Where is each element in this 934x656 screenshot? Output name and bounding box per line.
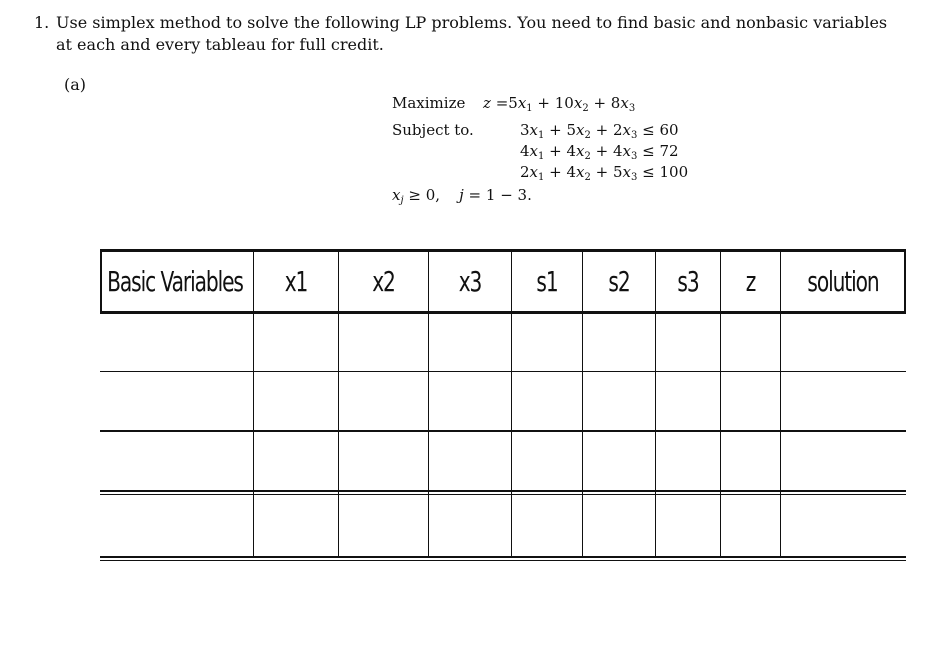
constraint-3: $2x_1 + 4x_2 + 5x_3 \le 100$: [520, 163, 689, 183]
part-label: (a): [64, 75, 87, 94]
subject-to-label: Subject to.: [392, 121, 474, 139]
constraint-2: $4x_1 + 4x_2 + 4x_3 \le 72$: [520, 142, 679, 162]
nonnegativity-constraint: $x_j \ge 0$, j = 1 − 3.: [392, 186, 532, 206]
row-divider: [100, 430, 906, 432]
row-double-divider: [100, 494, 906, 495]
header-bottom-border: [100, 311, 906, 314]
header-solution: solution: [807, 264, 879, 298]
column-separator: [720, 249, 721, 557]
header-basic-variables: Basic Variables: [107, 264, 243, 298]
column-separator: [655, 249, 656, 557]
column-separator: [582, 249, 583, 557]
header-s1: s1: [536, 264, 558, 298]
table-right-border: [904, 249, 906, 314]
table-bottom-border: [100, 556, 906, 558]
column-separator: [511, 249, 512, 557]
header-z: z: [745, 264, 756, 298]
header-s3: s3: [677, 264, 699, 298]
problem-number: 1.: [34, 13, 50, 32]
column-separator: [428, 249, 429, 557]
row-divider: [100, 371, 906, 372]
header-x2: x2: [372, 264, 395, 298]
problem-text-line-2: at each and every tableau for full credit.: [56, 35, 384, 54]
table-bottom-border: [100, 560, 906, 561]
header-x3: x3: [458, 264, 482, 298]
constraint-1: $3x_1 + 5x_2 + 2x_3 \le 60$: [520, 121, 679, 141]
objective-function: $z =5x_1 + 10x_2 + 8x_3$: [483, 94, 636, 114]
column-separator: [338, 249, 339, 557]
header-s2: s2: [608, 264, 630, 298]
problem-text-line-1: Use simplex method to solve the following LP problems. You need to find basic and nonbasic variables: [56, 13, 888, 32]
header-x1: x1: [284, 264, 308, 298]
maximize-label: Maximize: [392, 94, 466, 112]
column-separator: [780, 249, 781, 557]
row-double-divider: [100, 490, 906, 492]
